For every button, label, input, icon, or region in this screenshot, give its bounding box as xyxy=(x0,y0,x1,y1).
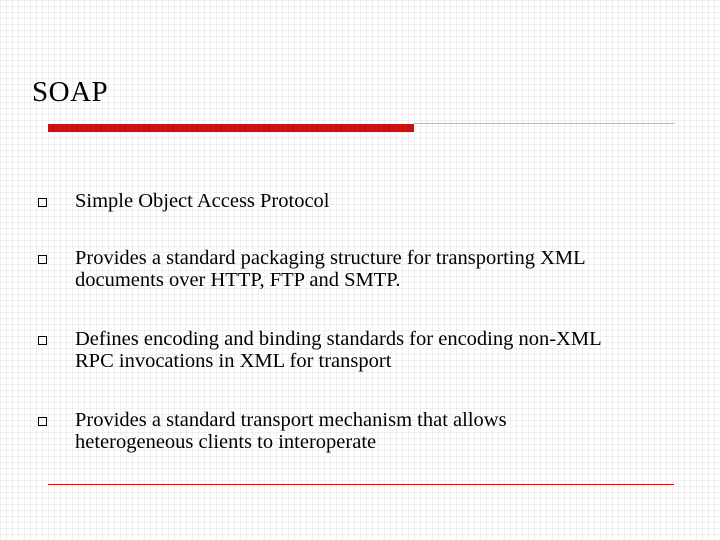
hollow-square-bullet-icon xyxy=(38,255,47,264)
hollow-square-bullet-icon xyxy=(38,336,47,345)
footer-divider xyxy=(48,484,674,485)
bullet-text: Provides a standard transport mechanism that allows heterogeneous clients to interoperate xyxy=(75,409,507,453)
hollow-square-bullet-icon xyxy=(38,417,47,426)
bullet-text: Simple Object Access Protocol xyxy=(75,190,330,212)
bullet-text: Provides a standard packaging structure for transporting XML documents over HTTP, FTP and SMTP. xyxy=(75,247,586,291)
bullet-text: Defines encoding and binding standards for encoding non-XML RPC invocations in XML for transport xyxy=(75,328,602,372)
title-divider xyxy=(414,123,675,124)
title-accent-bar xyxy=(48,124,414,132)
hollow-square-bullet-icon xyxy=(38,198,47,207)
slide-title: SOAP xyxy=(32,76,109,108)
